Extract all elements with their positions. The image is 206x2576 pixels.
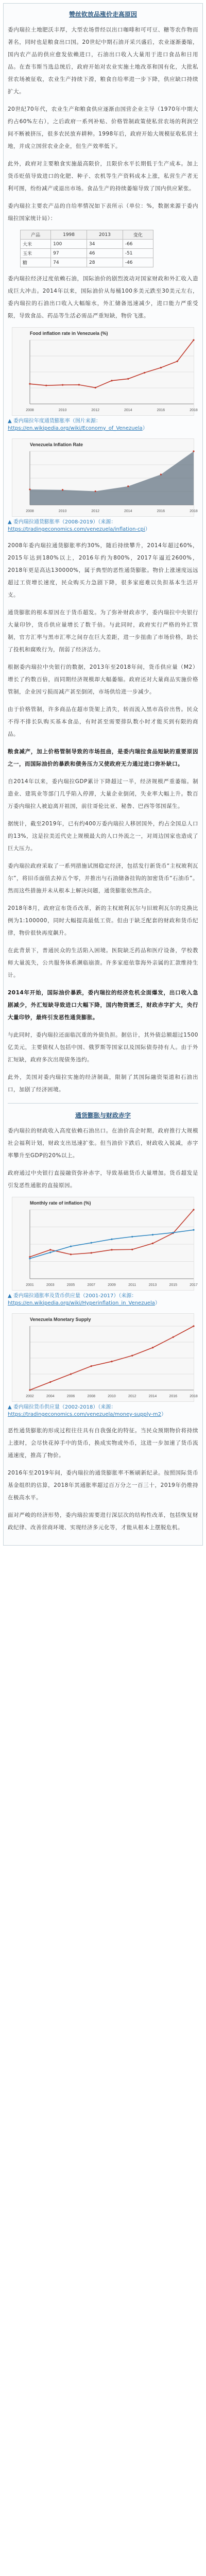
data-point <box>193 339 194 341</box>
data-point <box>95 490 96 492</box>
paragraph: 2008年委内瑞拉通货膨胀率约30%，随后持续攀升，2014年超过60%，2015年达到180%以上，2016年约为800%，2017年逼近2600%，2018年更是高达130000%，属于典型的恶性通货膨胀。物价上涨速度远远超过工资增长速度，民众购买力急剧下降，很多家庭难以负担基本生活开支。 <box>8 543 198 598</box>
table-cell: -66 <box>123 240 153 249</box>
data-point <box>160 473 162 475</box>
table-header: 1998 <box>51 230 87 240</box>
data-point <box>193 450 194 452</box>
data-point <box>91 1252 92 1253</box>
data-point <box>45 385 47 386</box>
article <box>3 3 203 1546</box>
chart-inflation-m2 <box>12 1197 198 1291</box>
caption-link[interactable]: https://en.wikipedia.org/wiki/Economy_of_Venezuela <box>8 426 143 431</box>
section-title: 赞丝钦放品涨价走高原因 <box>68 11 137 18</box>
table-cell: 大米 <box>21 240 51 249</box>
data-point <box>91 1365 92 1367</box>
paragraph: 在此背景下，普通民众的生活陷入困境。医院缺乏药品和医疗设备，学校教师大量流失，公共服务体系濒临崩溃。许多家庭依靠海外亲属的汇款维持生计。 <box>8 947 198 978</box>
x-tick-label: 2010 <box>58 409 67 412</box>
data-point <box>152 1347 153 1348</box>
table-row <box>21 240 153 249</box>
data-point <box>131 1249 133 1250</box>
x-tick-label: 2005 <box>66 1283 75 1287</box>
x-tick-label: 2014 <box>124 510 132 513</box>
supply-table <box>20 230 153 267</box>
data-point <box>152 1234 153 1235</box>
x-tick-label: 2018 <box>190 409 198 412</box>
table-header: 2013 <box>87 230 123 240</box>
data-point <box>144 372 145 374</box>
paragraph: 委内瑞拉主要农产品的自给率情况如下表所示（单位：%，数据来源于委内瑞拉国家统计局）： <box>8 203 198 222</box>
data-point <box>70 1253 72 1255</box>
data-point <box>49 1251 51 1253</box>
x-tick-label: 2008 <box>26 510 34 513</box>
x-tick-label: 2014 <box>124 409 132 412</box>
caption-text: ▲ 委内瑞拉年度通货膨胀率（图片来源： <box>8 418 101 424</box>
data-point <box>29 1389 30 1391</box>
paragraph: 政府通过中央银行直接融资弥补赤字，导致基础货币大量增加。货币超发是引发恶性通胀的直接原因。 <box>8 1170 198 1189</box>
figure-caption: ▲ 委内瑞拉通货膨胀率（2008-2019）（来源：https://tradingeconomics.com/venezuela/inflation-cpi） <box>8 519 150 532</box>
paragraph: 自2014年以来，委内瑞拉GDP累计下降超过一半，经济规模严重萎缩。制造业、建筑业等部门几乎陷入停滞，大量企业倒闭，失业率大幅上升。数百万委内瑞拉人被迫离开祖国，前往哥伦比亚、秘鲁、巴西等邻国谋生。 <box>8 778 198 809</box>
chart-inflation-rate <box>12 438 198 517</box>
chart-title: Venezuela Inflation Rate <box>30 442 83 447</box>
chart-money-supply <box>12 1313 198 1402</box>
chart-title: Monthly rate of inflation (%) <box>30 1200 91 1206</box>
table-cell: 74 <box>51 258 87 267</box>
x-tick-label: 2016 <box>157 510 165 513</box>
table-cell: 28 <box>87 258 123 267</box>
x-tick-label: 2010 <box>58 510 67 513</box>
x-tick-label: 2012 <box>91 510 99 513</box>
data-point <box>70 1373 72 1375</box>
x-tick-label: 2011 <box>128 1283 136 1287</box>
paragraph-bold <box>8 745 198 770</box>
caption-text: ▲ 委内瑞拉货币供应量（2002-2018）（来源： <box>8 1404 116 1410</box>
table-cell: 100 <box>51 240 87 249</box>
paragraph: 恶性通货膨胀的形成过程往往具有自我强化的特征。当民众预期物价将持续上涨时，会尽快花掉手中的货币，换成实物或外币，这进一步加速了货币流通速度，推高了物价。 <box>8 1428 198 1459</box>
paragraph: 据统计，截至2019年，已有约400万委内瑞拉人移居国外，约占全国总人口的13%，这是拉美近代史上规模最大的人口外流之一，对周边国家也造成了巨大压力。 <box>8 821 198 852</box>
paragraph: 根据委内瑞拉中央银行的数据，2013年至2018年间，货币供应量（M2）增长了约数百倍，而同期经济规模却大幅萎缩。政府还对大量商品实施价格管制，企业因亏损而减产甚至倒闭，市场供给进一步减少。 <box>8 664 198 695</box>
data-point <box>95 387 96 388</box>
chart-food-inflation <box>12 327 198 416</box>
x-tick-label: 2012 <box>128 1395 136 1398</box>
x-tick-label: 2007 <box>87 1283 96 1287</box>
table-cell: 玉米 <box>21 249 51 258</box>
data-point <box>78 384 80 385</box>
x-tick-label: 2006 <box>66 1395 75 1398</box>
data-point <box>127 378 129 380</box>
chart-title: Venezuela Monetary Supply <box>30 1317 91 1322</box>
table-cell: 糖 <box>21 258 51 267</box>
x-tick-label: 2015 <box>169 1283 178 1287</box>
data-point <box>70 1246 72 1247</box>
data-point <box>29 1256 30 1258</box>
paragraph: 由于价格管制，许多商品在超市货架上消失，转而流入黑市高价出售。民众不得不排长队购买基本食品，有时甚至需要排队数小时才能买到有限的商品。 <box>8 706 198 737</box>
chart-svg <box>12 1314 199 1401</box>
x-tick-label: 2018 <box>190 1395 198 1398</box>
x-tick-label: 2001 <box>26 1283 34 1287</box>
x-tick-label: 2004 <box>46 1395 55 1398</box>
caption-link[interactable]: https://en.wikipedia.org/wiki/Hyperinflation_in_Venezuela <box>8 1300 155 1306</box>
paragraph: 与此同时，委内瑞拉还面临沉重的外债负担。据估计，其外债总额超过1500亿美元，主要债权人包括中国、俄罗斯等国家以及国际债券持有人。由于外汇短缺，政府多次出现债务违约。 <box>8 1032 198 1063</box>
caption-text: ▲ 委内瑞拉通胀率及货币供应量（2001-2017）（来源： <box>8 1293 137 1299</box>
paragraph: 通货膨胀的根本原因在于货币超发。为了弥补财政赤字，委内瑞拉中央银行大量印钞，货币供应量增长了数千倍。与此同时，政府实行严格的外汇管制，官方汇率与黑市汇率之间存在巨大差距，进一步扭曲了市场价格，助长了投机和腐败行为，削弱了经济活力。 <box>8 609 198 653</box>
caption-link[interactable]: https://tradingeconomics.com/venezuela/inflation-cpi <box>8 527 145 532</box>
x-tick-label: 2014 <box>148 1395 157 1398</box>
table-header: 变化 <box>123 230 153 240</box>
x-tick-label: 2016 <box>157 409 165 412</box>
data-point <box>91 1242 92 1244</box>
chart-svg <box>12 439 199 516</box>
figure-caption: ▲ 委内瑞拉货币供应量（2002-2018）（来源：https://tradingeconomics.com/venezuela/money-supply-m2） <box>8 1404 166 1417</box>
paragraph: 委内瑞拉经济过度依赖石油，国际油价的剧烈波动对国家财政和外汇收入造成巨大冲击。2014年以来，国际油价从每桶100多美元跌至30美元左右，委内瑞拉的石油出口收入大幅缩水，外汇储备迅速减少，进口能力严重受限，导致食品、药品等生活必需品严重短缺，物价飞涨。 <box>8 276 198 319</box>
data-point <box>127 485 129 487</box>
bold-text: 粮食减产，加上价格管制导致的市场扭曲，是委内瑞拉食品短缺的重要原因之一，而国际油价的暴跌和债务压力又使政府无力通过进口弥补缺口。 <box>8 749 198 767</box>
data-point <box>131 1236 133 1238</box>
figure-caption: ▲ 委内瑞拉年度通货膨胀率（图片来源：https://en.wikipedia.org/wiki/Economy_of_Venezuela） <box>8 418 148 431</box>
data-point <box>131 1355 133 1357</box>
data-point <box>177 361 178 362</box>
table-header-row <box>21 230 153 240</box>
data-point <box>193 1229 194 1231</box>
data-point <box>49 1381 51 1383</box>
section-divider <box>8 1103 198 1104</box>
table-row <box>21 249 153 258</box>
data-point <box>111 1361 112 1362</box>
data-point <box>29 1258 30 1259</box>
x-tick-label: 2012 <box>91 409 99 412</box>
bold-text: 2014年开始，国际油价暴跌，委内瑞拉的经济危机全面爆发，出口收入急剧减少，外汇短缺导致进口大幅下降，国内物资匮乏，财政赤字扩大，央行大量印钞，最终引发恶性通货膨胀。 <box>8 990 198 1021</box>
paragraph: 20世纪70年代，农业生产和粮食供应逐渐由国营企业主导（1970年中期大约占60%左右），之后政府一系列补贴、价格管制政策使私营农场的利润空间不断被挤压，很多农民放弃耕种。1998年后，政府开始大规模征收私营土地，并成立国营农业企业，但生产效率低下。 <box>8 106 198 149</box>
data-point <box>29 383 30 385</box>
chart-title: Food inflation rate in Venezuela (%) <box>30 331 108 336</box>
x-tick-label: 2013 <box>148 1283 157 1287</box>
data-point <box>29 488 30 490</box>
table-cell: -46 <box>123 258 153 267</box>
data-point <box>111 1239 112 1240</box>
figure-caption: ▲ 委内瑞拉通胀率及货币供应量（2001-2017）（来源：https://en.wikipedia.org/wiki/Hyperinflation_in_Venezuela） <box>8 1293 160 1306</box>
table-cell: -51 <box>123 249 153 258</box>
paragraph: 2016年至2019年间，委内瑞拉的通货膨胀率不断刷新纪录。按照国际货币基金组织的估算，2018年其通胀率超过百万分之一百三十，2019年仍维持在极高水平。 <box>8 1470 198 1501</box>
data-point <box>193 1325 194 1327</box>
data-point <box>62 384 63 386</box>
x-tick-label: 2016 <box>169 1395 178 1398</box>
data-point <box>111 1249 112 1250</box>
x-tick-label: 2018 <box>190 510 198 513</box>
paragraph: 此外，美国对委内瑞拉实施的经济制裁，限制了其国际融资渠道和石油出口，加剧了经济困境。 <box>8 1074 198 1093</box>
data-point <box>173 1232 174 1233</box>
x-tick-label: 2009 <box>108 1283 116 1287</box>
x-tick-label: 2017 <box>190 1283 198 1287</box>
table-header: 产品 <box>21 230 51 240</box>
x-tick-label: 2010 <box>108 1395 116 1398</box>
data-point <box>173 1336 174 1338</box>
table-cell: 34 <box>87 240 123 249</box>
paragraph: 2018年8月，政府宣布货币改革，新的主权玻利瓦尔与旧玻利瓦尔的兑换比例为1:100000，同时大幅提高最低工资。但由于缺乏配套的财政和货币纪律，物价很快再度飙升。 <box>8 905 198 936</box>
paragraph: 面对严峻的经济形势，委内瑞拉需要进行深层次的结构性改革，包括恢复财政纪律、改善营商环境、实现经济多元化等，才能从根本上摆脱危机。 <box>8 1512 198 1531</box>
data-point <box>152 1243 153 1244</box>
x-tick-label: 2003 <box>46 1283 55 1287</box>
table-row <box>21 258 153 267</box>
table-cell: 46 <box>87 249 123 258</box>
paragraph: 委内瑞拉的财政收入高度依赖石油出口。在油价高企时期，政府推行大规模社会福利计划，财政支出迅速扩张。但当油价下跌后，财政收入锐减，赤字率攀升至GDP的20%以上。 <box>8 1128 198 1159</box>
paragraph: 委内瑞拉政府采取了一系列措施试图稳定经济，包括发行新货币“主权玻利瓦尔”，将旧币面值去掉五个零，并推出与石油储备挂钩的加密货币“石油币”。然而这些措施并未从根本上解决问题，通货膨胀依然高企。 <box>8 863 198 894</box>
data-point <box>62 489 63 490</box>
section-title: 通货膨胀与财政赤字 <box>75 1112 131 1119</box>
x-tick-label: 2002 <box>26 1395 34 1398</box>
chart-svg <box>12 1197 199 1290</box>
data-point <box>193 1209 194 1210</box>
x-tick-label: 2008 <box>26 409 34 412</box>
data-point <box>160 367 162 368</box>
caption-link[interactable]: https://tradingeconomics.com/venezuela/money-supply-m2 <box>8 1412 161 1417</box>
paragraph-bold <box>8 987 198 1024</box>
data-point <box>111 380 112 381</box>
x-tick-label: 2008 <box>87 1395 96 1398</box>
paragraph: 此外，政府对主要粮食实施最高限价，且限价水平长期低于生产成本。加上货币贬值导致进口的化肥、种子、农机等生产资料成本上涨，私营生产者无利可图，纷纷减产或退出市场。食品生产的持续萎缩导致了国内供应紧张。 <box>8 161 198 192</box>
paragraph: 委内瑞拉土地肥沃丰厚，大型农场曾经以出口咖啡和可可豆、糖等农作物而著名，同时也是粮食出口国。20世纪中期石油开采兴盛后，农业逐渐萎缩，国内农产品的供应愈发依赖进口，石油出口收入大量用于进口食品和日用品。在查韦斯当选总统后，政府开始对农业实施土地改革和国有化，大批私营农场被征收，农业生产持续下滑，粮食自给率进一步下降，供应缺口持续扩大。 <box>8 27 198 95</box>
table-cell: 97 <box>51 249 87 258</box>
chart-svg <box>12 328 199 415</box>
caption-text: ▲ 委内瑞拉通货膨胀率（2008-2019）（来源： <box>8 519 116 525</box>
data-point <box>49 1249 51 1250</box>
